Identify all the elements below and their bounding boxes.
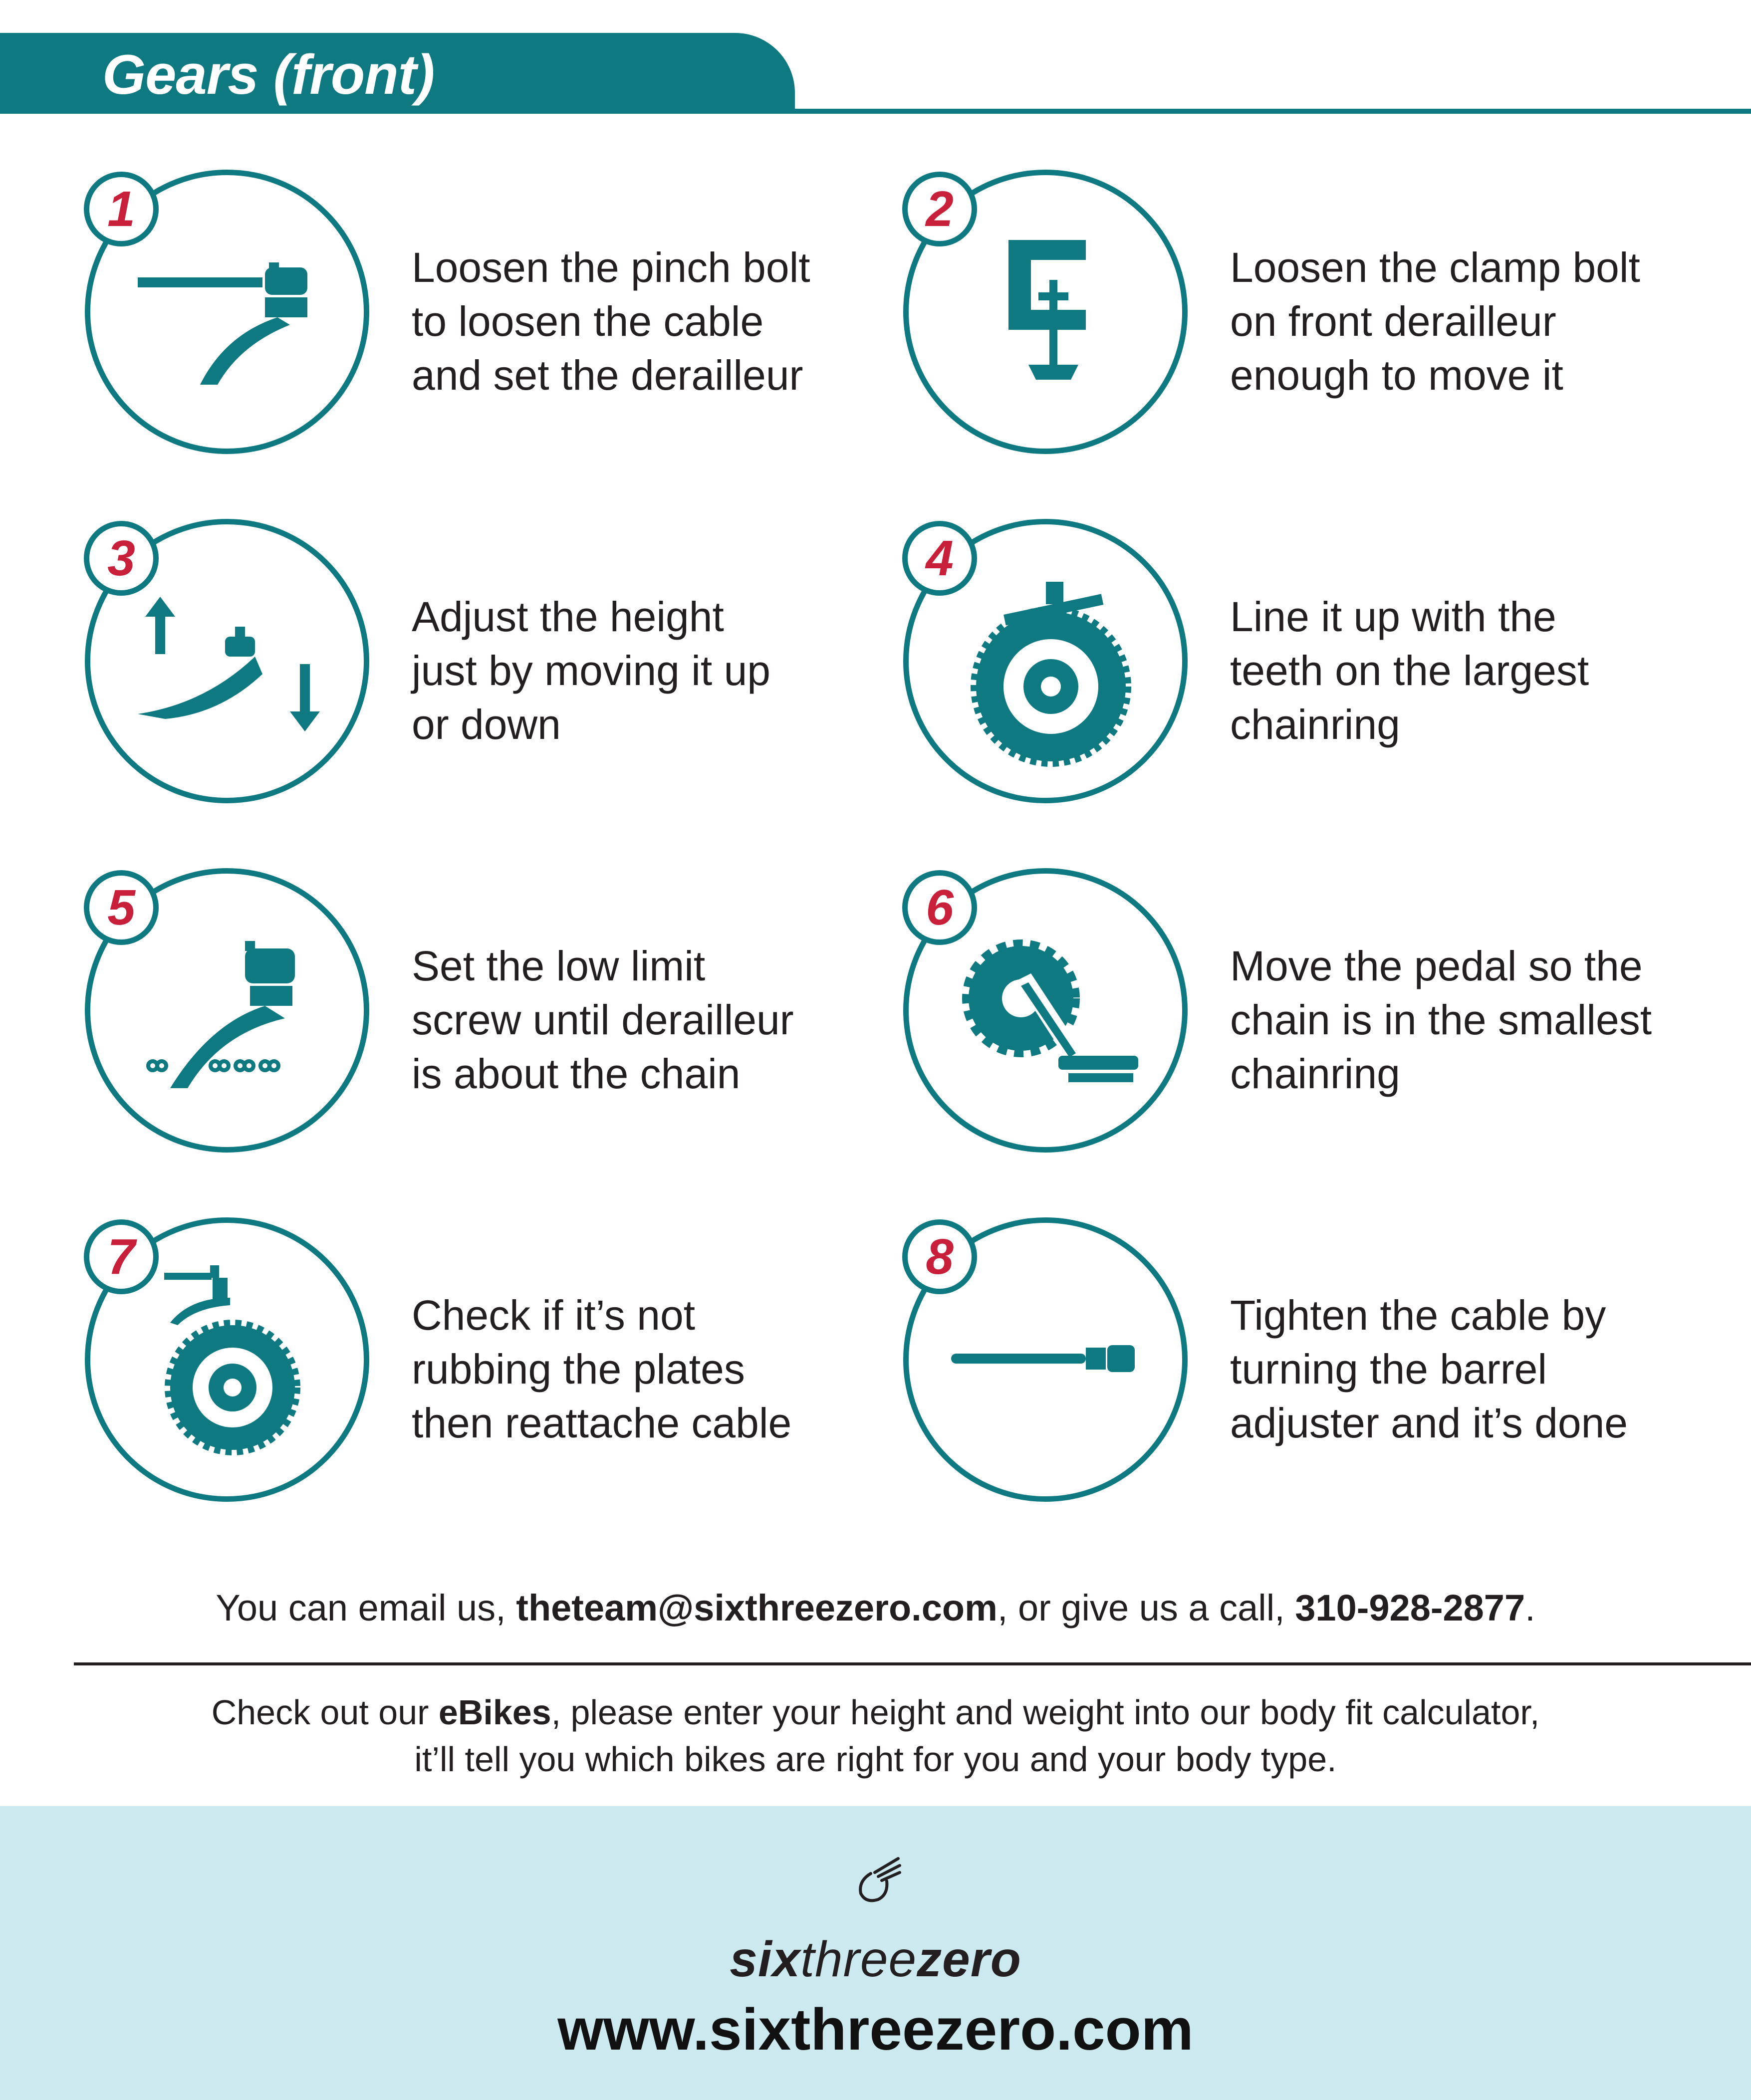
step-number-badge: 3 <box>84 521 159 596</box>
header-rule <box>778 109 1751 114</box>
step-number-badge: 2 <box>902 172 977 246</box>
step-number-badge: 7 <box>84 1219 159 1294</box>
email-link[interactable]: theteam@sixthreezero.com <box>516 1587 998 1629</box>
brand-wordmark: sixthreezero <box>730 1931 1021 1987</box>
footer <box>0 1806 1751 2100</box>
step-description: Loosen the clamp bolt on front derailleur enough to move it <box>1230 244 1640 399</box>
step-description: Loosen the pinch bolt to loosen the cable and set the derailleur <box>412 244 810 399</box>
step-5 <box>0 868 818 1167</box>
step-3 <box>0 519 818 818</box>
step-description: Line it up with the teeth on the largest chainring <box>1230 593 1589 748</box>
step-description: Move the pedal so the chain is in the smallest chainring <box>1230 942 1652 1097</box>
step-number-badge: 6 <box>902 870 977 945</box>
step-description: Adjust the height just by moving it up or down <box>412 593 771 748</box>
website-link[interactable]: www.sixthreezero.com <box>557 1997 1194 2063</box>
step-4 <box>818 519 1637 818</box>
step-number-badge: 8 <box>902 1219 977 1294</box>
step-1 <box>0 170 818 469</box>
wing-logo-icon <box>851 1854 906 1908</box>
step-8 <box>818 1217 1637 1517</box>
step-7 <box>0 1217 818 1517</box>
promo-text: Check out our eBikes, please enter your height and weight into our body fit calculator, it’ll tell you which bikes are right for you and your body type. <box>211 1693 1540 1779</box>
step-description: Check if it’s not rubbing the plates then reattache cable <box>412 1292 792 1446</box>
ebikes-link[interactable]: eBikes <box>438 1693 551 1732</box>
page-title: Gears (front) <box>102 43 435 106</box>
step-number-badge: 1 <box>84 172 159 246</box>
step-description: Tighten the cable by turning the barrel adjuster and it’s done <box>1230 1292 1628 1446</box>
step-2 <box>818 170 1640 469</box>
contact-line: You can email us, theteam@sixthreezero.com, or give us a call, 310-928-2877. <box>216 1587 1535 1629</box>
step-description: Set the low limit screw until derailleur is about the chain <box>412 942 794 1097</box>
step-6 <box>818 868 1652 1167</box>
step-number-badge: 4 <box>902 521 977 596</box>
divider <box>74 1662 1751 1665</box>
phone-link[interactable]: 310-928-2877 <box>1295 1587 1525 1629</box>
step-number-badge: 5 <box>84 870 159 945</box>
